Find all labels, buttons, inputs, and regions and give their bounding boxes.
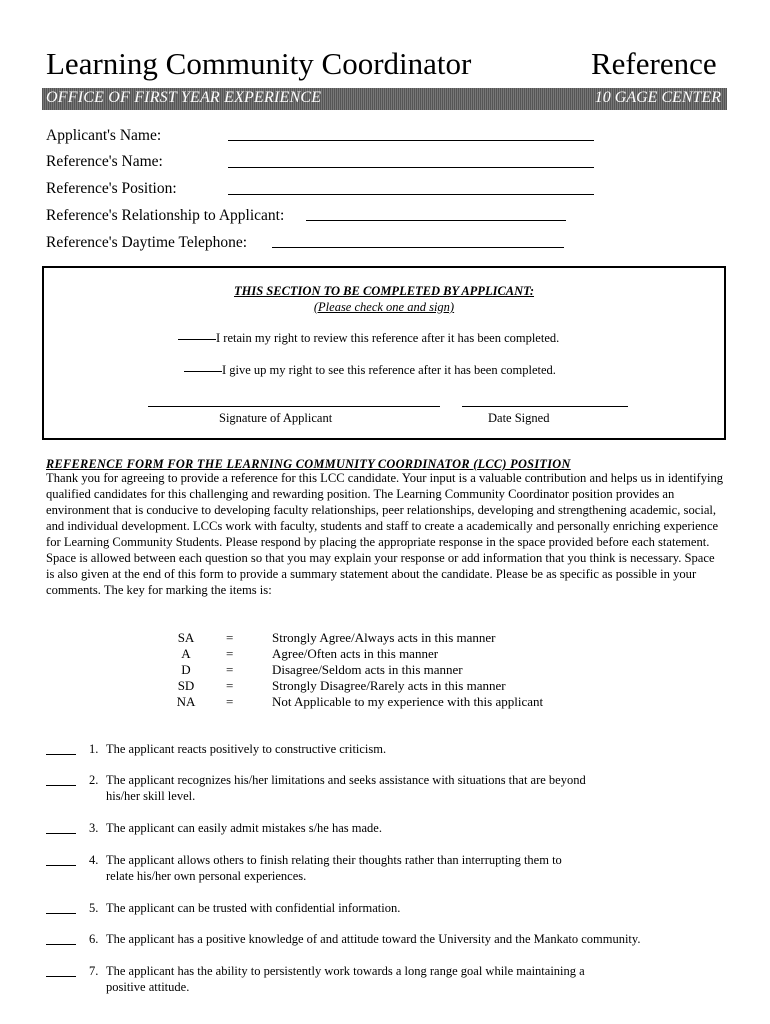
- page-title-right: Reference: [591, 46, 717, 81]
- applicant-section-box: [42, 266, 726, 440]
- reference-position-label: Reference's Position:: [46, 180, 177, 197]
- item-statement: The applicant can be trusted with confidential information.: [106, 901, 401, 915]
- response-blank[interactable]: [46, 976, 76, 977]
- reference-name-label: Reference's Name:: [46, 153, 163, 170]
- retain-option-text: I retain my right to review this reference after it has been completed.: [216, 331, 560, 345]
- response-blank[interactable]: [46, 913, 76, 914]
- item-number: 5.: [89, 901, 99, 915]
- item-number: 2.: [89, 773, 99, 787]
- date-signed-line[interactable]: [462, 406, 628, 407]
- relationship-field[interactable]: [306, 220, 566, 221]
- reference-name-field[interactable]: [228, 167, 594, 168]
- key-meaning: Not Applicable to my experience with this applicant: [272, 694, 544, 709]
- item-statement-continued: his/her skill level.: [106, 789, 196, 803]
- retain-checkbox-line[interactable]: [178, 339, 216, 340]
- applicant-section-subheading: (Please check one and sign): [313, 300, 455, 314]
- item-statement: The applicant has the ability to persistently work towards a long range goal while maintaining a: [106, 964, 585, 978]
- response-blank[interactable]: [46, 785, 76, 786]
- item-number: 3.: [89, 821, 99, 835]
- item-number: 1.: [89, 742, 99, 756]
- key-meaning: Strongly Agree/Always acts in this manner: [272, 630, 496, 645]
- response-blank[interactable]: [46, 865, 76, 866]
- item-statement: The applicant can easily admit mistakes s/he has made.: [106, 821, 382, 835]
- key-equals: =: [226, 662, 234, 677]
- item-number: 7.: [89, 964, 99, 978]
- reference-position-field[interactable]: [228, 194, 594, 195]
- give-up-option-text: I give up my right to see this reference after it has been completed.: [222, 363, 556, 377]
- item-statement: The applicant reacts positively to constructive criticism.: [106, 742, 387, 756]
- key-code: A: [181, 646, 191, 661]
- response-blank[interactable]: [46, 754, 76, 755]
- response-blank[interactable]: [46, 944, 76, 945]
- key-equals: =: [226, 646, 234, 661]
- office-name: OFFICE OF FIRST YEAR EXPERIENCE: [46, 89, 322, 106]
- give-up-option: [184, 363, 556, 378]
- form-heading: REFERENCE FORM FOR THE LEARNING COMMUNITY COORDINATOR (LCC) POSITION: [46, 457, 571, 471]
- key-equals: =: [226, 630, 234, 645]
- item-statement: The applicant recognizes his/her limitations and seeks assistance with situations that are beyond: [106, 773, 586, 787]
- key-code: SD: [177, 678, 195, 693]
- office-location: 10 GAGE CENTER: [594, 89, 721, 106]
- key-code: D: [181, 662, 191, 677]
- key-meaning: Disagree/Seldom acts in this manner: [272, 662, 463, 677]
- key-code: NA: [176, 694, 196, 709]
- item-statement: The applicant has a positive knowledge of and attitude toward the University and the Mankato community.: [106, 932, 641, 946]
- telephone-label: Reference's Daytime Telephone:: [46, 234, 248, 251]
- key-meaning: Agree/Often acts in this manner: [272, 646, 439, 661]
- give-up-checkbox-line[interactable]: [184, 371, 222, 372]
- signature-line[interactable]: [148, 406, 440, 407]
- item-number: 4.: [89, 853, 99, 867]
- signature-label: Signature of Applicant: [219, 411, 333, 425]
- key-meaning: Strongly Disagree/Rarely acts in this manner: [272, 678, 506, 693]
- key-code: SA: [177, 630, 195, 645]
- item-statement: The applicant allows others to finish relating their thoughts rather than interrupting them to: [106, 853, 562, 867]
- header-band: [42, 88, 727, 110]
- item-statement-continued: positive attitude.: [106, 980, 190, 994]
- telephone-field[interactable]: [272, 247, 564, 248]
- applicant-name-label: Applicant's Name:: [46, 127, 162, 144]
- key-equals: =: [226, 678, 234, 693]
- item-number: 6.: [89, 932, 99, 946]
- applicant-section-heading: THIS SECTION TO BE COMPLETED BY APPLICANT:: [233, 284, 535, 298]
- retain-option: [178, 331, 559, 346]
- relationship-label: Reference's Relationship to Applicant:: [46, 207, 285, 224]
- item-statement-continued: relate his/her own personal experiences.: [106, 869, 307, 883]
- form-intro: Thank you for agreeing to provide a reference for this LCC candidate. Your input is a valuable contribution and helps us in identifying qualified candidates for this challenging and rewarding position. The Learning Community Coordinator position provides an environment that is conducive to developing faculty relationships, peer relationships, developing and strengthening academic, social, and individual development. LCCs work with faculty, students and staff to create a academically and personally enriching experience for Learning Community Students. Please respond by placing the appropriate response in the space provided before each statement. Space is allowed between each question so that you may explain your response or add information that you think is necessary. Space is also given at the end of this form to provide a summary statement about the candidate. Please be as specific as possible in your comments. The key for marking the items is:: [46, 471, 724, 597]
- page-title: Learning Community Coordinator: [46, 46, 472, 81]
- key-equals: =: [226, 694, 234, 709]
- date-signed-label: Date Signed: [488, 411, 550, 425]
- response-blank[interactable]: [46, 833, 76, 834]
- applicant-name-field[interactable]: [228, 140, 594, 141]
